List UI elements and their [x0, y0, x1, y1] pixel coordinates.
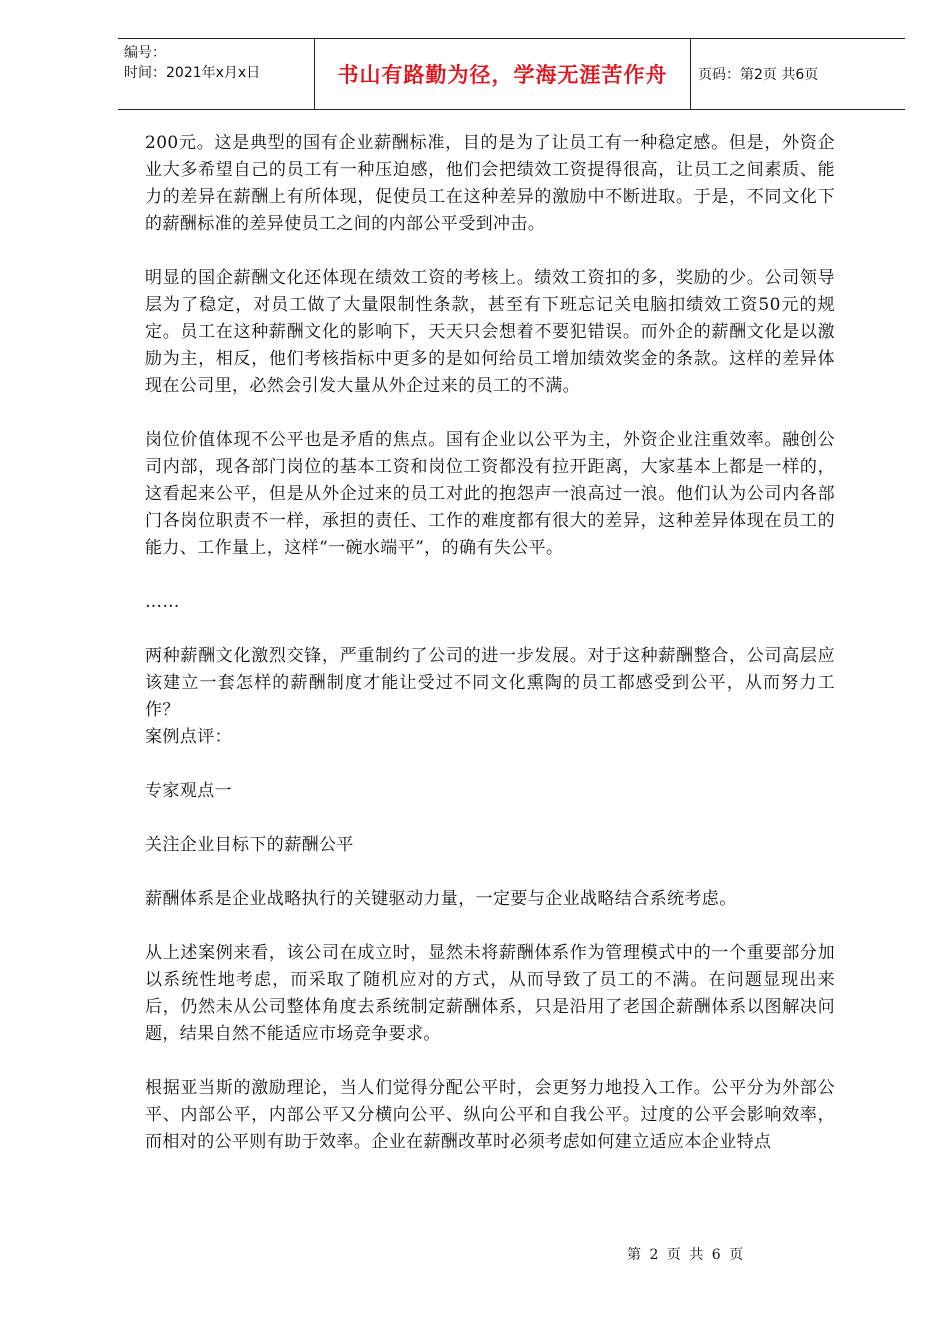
document-number-label: 编号：: [124, 45, 166, 61]
section-subheading: 关注企业目标下的薪酬公平: [145, 835, 354, 855]
paragraph: 薪酬体系是企业战略执行的关键驱动力量，一定要与企业战略结合系统考虑。: [145, 889, 737, 909]
section-label: 案例点评：: [145, 727, 232, 747]
section-heading: 专家观点一: [145, 781, 232, 801]
document-date-label: 时间：2021年x月x日: [124, 65, 261, 81]
paragraph: 200元。这是典型的国有企业薪酬标准，目的是为了让员工有一种稳定感。但是，外资企业大多希望自己的员工有一种压迫感，他们会把绩效工资提得很高，让员工之间素质、能力的差异在薪酬上有所体现，促使员工在这种差异的激励中不断进取。于是，不同文化下的薪酬标准的差异使员工之间的内部公平受到冲击。: [145, 133, 835, 234]
document-body: [145, 130, 835, 1183]
paragraph: 从上述案例来看，该公司在成立时，显然未将薪酬体系作为管理模式中的一个重要部分加以系统性地考虑，而采取了随机应对的方式，从而导致了员工的不满。在问题显现出来后，仍然未从公司整体角度去系统制定薪酬体系，只是沿用了老国企薪酬体系以图解决问题，结果自然不能适应市场竞争要求。: [145, 943, 835, 1044]
paragraph: 明显的国企薪酬文化还体现在绩效工资的考核上。绩效工资扣的多，奖励的少。公司领导层为了稳定，对员工做了大量限制性条款，甚至有下班忘记关电脑扣绩效工资50元的规定。员工在这种薪酬文化的影响下，天天只会想着不要犯错误。而外企的薪酬文化是以激励为主，相反，他们考核指标中更多的是如何给员工增加绩效奖金的条款。这样的差异体现在公司里，必然会引发大量从外企过来的员工的不满。: [145, 268, 835, 396]
page-footer: 第 2 页 共 6 页: [627, 1247, 746, 1263]
paragraph: 两种薪酬文化激烈交锋，严重制约了公司的进一步发展。对于这种薪酬整合，公司高层应该建立一套怎样的薪酬制度才能让受过不同文化熏陶的员工都感受到公平，从而努力工作？: [145, 646, 835, 720]
ellipsis-paragraph: ……: [145, 592, 180, 612]
paragraph: 岗位价值体现不公平也是矛盾的焦点。国有企业以公平为主，外资企业注重效率。融创公司内部，现各部门岗位的基本工资和岗位工资都没有拉开距离，大家基本上都是一样的，这看起来公平，但是从外企过来的员工对此的抱怨声一浪高过一浪。他们认为公司内各部门各岗位职责不一样，承担的责任、工作的难度都有很大的差异，这种差异体现在员工的能力、工作量上，这样“一碗水端平”，的确有失公平。: [145, 430, 835, 558]
header-page-number: 页码：第2页 共6页: [698, 67, 819, 83]
header-meta: [118, 39, 314, 109]
header-motto: 书山有路勤为径，学海无涯苦作舟: [314, 39, 691, 109]
page-header: [118, 38, 905, 110]
paragraph: 根据亚当斯的激励理论，当人们觉得分配公平时，会更努力地投入工作。公平分为外部公平、内部公平，内部公平又分横向公平、纵向公平和自我公平。过度的公平会影响效率，而相对的公平则有助于效率。企业在薪酬改革时必须考虑如何建立适应本企业特点: [145, 1078, 835, 1152]
